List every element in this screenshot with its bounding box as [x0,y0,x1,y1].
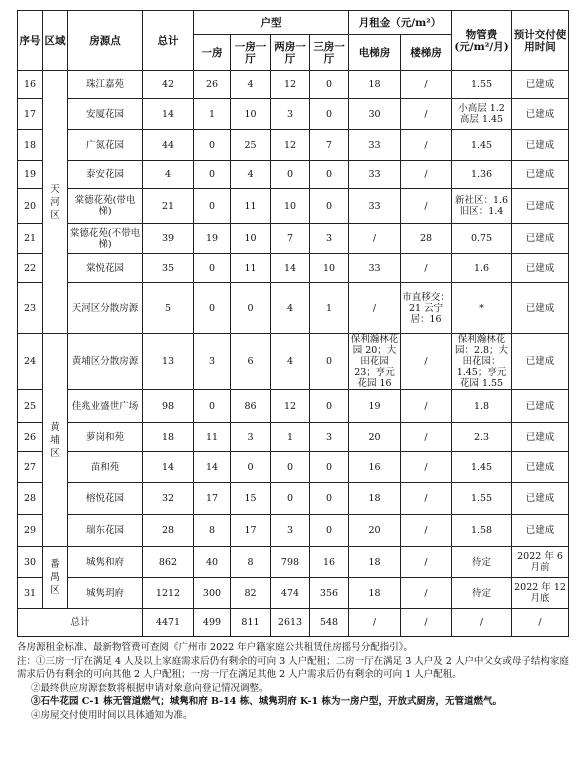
header-three-bed: 三房一厅 [310,35,349,71]
two-bed-count: 4 [271,283,310,334]
summary-stairs: / [401,609,452,637]
mgmt-fee: 小高层 1.2 高层 1.45 [452,99,512,130]
total-count: 39 [143,224,194,254]
one-bed-count: 8 [231,547,271,578]
two-bed-count: 3 [271,515,310,547]
total-count: 21 [143,189,194,224]
delivery-time: 已建成 [512,390,569,423]
mgmt-fee: 1.45 [452,452,512,483]
stairs-rent: / [401,452,452,483]
two-bed-count: 0 [271,483,310,515]
one-bed-count: 15 [231,483,271,515]
three-bed-count: 0 [310,483,349,515]
two-bed-count: 798 [271,547,310,578]
district-cell: 天河区 [43,71,68,334]
row-no: 31 [18,578,43,609]
total-count: 4 [143,161,194,189]
elevator-rent: 保利瀚林花园 20；大田花园 23；亨元花园 16 [349,334,401,390]
delivery-time: 已建成 [512,71,569,99]
summary-three-bed: 548 [310,609,349,637]
three-bed-count: 0 [310,515,349,547]
total-count: 1212 [143,578,194,609]
note-2: ②最终供应房源套数将根据申请对象意向登记情况调整。 [31,682,269,694]
one-bed-count: 17 [231,515,271,547]
one-bed-count: 0 [231,452,271,483]
stairs-rent: 28 [401,224,452,254]
property-name: 天河区分散房源 [68,283,143,334]
mgmt-fee: 0.75 [452,224,512,254]
total-count: 13 [143,334,194,390]
one-bed-count: 10 [231,99,271,130]
elevator-rent: 19 [349,390,401,423]
three-bed-count: 0 [310,189,349,224]
stairs-rent: / [401,515,452,547]
total-count: 44 [143,130,194,161]
one-room-count: 26 [194,71,231,99]
header-no: 序号 [18,11,43,71]
stairs-rent: / [401,423,452,452]
property-name: 棠悦花园 [68,254,143,283]
one-room-count: 0 [194,130,231,161]
mgmt-fee: 1.55 [452,71,512,99]
mgmt-fee: 2.3 [452,423,512,452]
summary-one-bed: 811 [231,609,271,637]
row-no: 24 [18,334,43,390]
two-bed-count: 7 [271,224,310,254]
stairs-rent: 市直移交：21 云宁居：16 [401,283,452,334]
total-count: 862 [143,547,194,578]
table-row [18,283,569,334]
row-no: 20 [18,189,43,224]
total-count: 42 [143,71,194,99]
table-row [18,483,569,515]
one-bed-count: 4 [231,161,271,189]
elevator-rent: 18 [349,547,401,578]
mgmt-fee: 1.45 [452,130,512,161]
one-room-count: 40 [194,547,231,578]
delivery-time: 已建成 [512,283,569,334]
three-bed-count: 0 [310,334,349,390]
header-unit-type: 户型 [194,11,349,35]
one-room-count: 14 [194,452,231,483]
total-count: 98 [143,390,194,423]
mgmt-fee: 新社区：1.6 旧区：1.4 [452,189,512,224]
row-no: 18 [18,130,43,161]
two-bed-count: 1 [271,423,310,452]
two-bed-count: 474 [271,578,310,609]
three-bed-count: 16 [310,547,349,578]
mgmt-fee: 待定 [452,578,512,609]
one-room-count: 1 [194,99,231,130]
one-bed-count: 4 [231,71,271,99]
header-delivery: 预计交付使用时间 [512,11,569,71]
delivery-time: 2022 年 12 月底 [512,578,569,609]
one-room-count: 0 [194,283,231,334]
row-no: 22 [18,254,43,283]
total-count: 28 [143,515,194,547]
two-bed-count: 12 [271,390,310,423]
note-3: ③石牛花园 C-1 栋无管道燃气；城隽和府 B-14 栋、城隽玥府 K-1 栋为一房户型，开放式厨房，无管道燃气。 [31,696,502,707]
stairs-rent: / [401,390,452,423]
delivery-time: 已建成 [512,130,569,161]
three-bed-count: 356 [310,578,349,609]
three-bed-count: 0 [310,161,349,189]
one-room-count: 0 [194,161,231,189]
elevator-rent: / [349,283,401,334]
table-row [18,224,569,254]
header-one-bed: 一房一厅 [231,35,271,71]
property-name: 萝岗和苑 [68,423,143,452]
one-room-count: 0 [194,390,231,423]
three-bed-count: 3 [310,423,349,452]
one-room-count: 3 [194,334,231,390]
table-row [18,130,569,161]
note-general: 各房源租金标准、最新物管费可查阅《广州市 2022 年户籍家庭公共租赁住房摇号分配指引》。 [17,642,413,653]
two-bed-count: 14 [271,254,310,283]
table-row [18,515,569,547]
delivery-time: 已建成 [512,483,569,515]
stairs-rent: / [401,71,452,99]
one-bed-count: 6 [231,334,271,390]
two-bed-count: 0 [271,452,310,483]
three-bed-count: 0 [310,452,349,483]
mgmt-fee: * [452,283,512,334]
district-cell: 番禺区 [43,547,68,609]
notes [17,641,577,722]
one-bed-count: 0 [231,283,271,334]
total-count: 14 [143,452,194,483]
two-bed-count: 12 [271,130,310,161]
header-elevator: 电梯房 [349,35,401,71]
summary-two-bed: 2613 [271,609,310,637]
two-bed-count: 0 [271,161,310,189]
three-bed-count: 7 [310,130,349,161]
three-bed-count: 10 [310,254,349,283]
header-property: 房源点 [68,11,143,71]
summary-total: 4471 [143,609,194,637]
header-mgmt-fee: 物管费(元/m²/月) [452,11,512,71]
delivery-time: 已建成 [512,254,569,283]
note-4: ④房屋交付使用时间以具体通知为准。 [31,709,193,721]
stairs-rent: / [401,189,452,224]
mgmt-fee: 1.55 [452,483,512,515]
three-bed-count: 0 [310,71,349,99]
total-count: 5 [143,283,194,334]
elevator-rent: 33 [349,161,401,189]
row-no: 26 [18,423,43,452]
elevator-rent: 18 [349,71,401,99]
total-count: 18 [143,423,194,452]
row-no: 21 [18,224,43,254]
table-row [18,578,569,609]
row-no: 30 [18,547,43,578]
two-bed-count: 10 [271,189,310,224]
elevator-rent: 16 [349,452,401,483]
elevator-rent: 33 [349,189,401,224]
mgmt-fee: 1.6 [452,254,512,283]
three-bed-count: 1 [310,283,349,334]
note-1: 注：①三房一厅在满足 4 人及以上家庭需求后仍有剩余的可向 3 人户配租；二房一厅在满足 3 人户及 2 人户中父女或母子结构家庭需求后仍有剩余的可向其他 2 人户配租；一房一厅在满足其他 2 人户需求后仍有剩余的可向 1 人户配租。 [17,655,569,680]
property-name: 棠德花苑(带电梯) [68,189,143,224]
table-row [18,161,569,189]
row-no: 29 [18,515,43,547]
table-row [18,254,569,283]
table-row [18,334,569,390]
stairs-rent: / [401,334,452,390]
one-room-count: 0 [194,189,231,224]
elevator-rent: 33 [349,130,401,161]
header-one-room: 一房 [194,35,231,71]
mgmt-fee: 1.58 [452,515,512,547]
table-body [18,71,569,609]
delivery-time: 已建成 [512,161,569,189]
summary-one-room: 499 [194,609,231,637]
delivery-time: 已建成 [512,515,569,547]
three-bed-count: 0 [310,99,349,130]
summary-time: / [512,609,569,637]
delivery-time: 已建成 [512,224,569,254]
two-bed-count: 3 [271,99,310,130]
total-count: 14 [143,99,194,130]
mgmt-fee: 保利瀚林花园：2.8；大田花园：1.45；亨元花园 1.55 [452,334,512,390]
elevator-rent: 18 [349,483,401,515]
one-room-count: 8 [194,515,231,547]
one-bed-count: 86 [231,390,271,423]
row-no: 17 [18,99,43,130]
property-name: 苗和苑 [68,452,143,483]
district-cell: 黄埔区 [43,334,68,547]
row-no: 19 [18,161,43,189]
header-district: 区域 [43,11,68,71]
header-stairs: 楼梯房 [401,35,452,71]
stairs-rent: / [401,483,452,515]
property-name: 城隽玥府 [68,578,143,609]
one-room-count: 300 [194,578,231,609]
three-bed-count: 0 [310,390,349,423]
stairs-rent: / [401,254,452,283]
table-row [18,99,569,130]
summary-elevator: / [349,609,401,637]
elevator-rent: 33 [349,254,401,283]
table-row [18,452,569,483]
property-name: 城隽和府 [68,547,143,578]
table-row [18,423,569,452]
row-no: 16 [18,71,43,99]
two-bed-count: 4 [271,334,310,390]
housing-table [17,10,569,637]
delivery-time: 已建成 [512,423,569,452]
property-name: 佳兆业盛世广场 [68,390,143,423]
total-count: 32 [143,483,194,515]
delivery-time: 已建成 [512,99,569,130]
property-name: 泰安花园 [68,161,143,189]
mgmt-fee: 待定 [452,547,512,578]
one-room-count: 0 [194,254,231,283]
property-name: 珠江嘉苑 [68,71,143,99]
table-row [18,71,569,99]
one-room-count: 19 [194,224,231,254]
stairs-rent: / [401,547,452,578]
delivery-time: 2022 年 6 月前 [512,547,569,578]
delivery-time: 已建成 [512,452,569,483]
stairs-rent: / [401,99,452,130]
housing-table-container [17,10,568,637]
property-name: 瑞东花园 [68,515,143,547]
three-bed-count: 3 [310,224,349,254]
row-no: 27 [18,452,43,483]
mgmt-fee: 1.8 [452,390,512,423]
one-bed-count: 25 [231,130,271,161]
one-room-count: 11 [194,423,231,452]
property-name: 棠德花苑(不带电梯) [68,224,143,254]
delivery-time: 已建成 [512,334,569,390]
delivery-time: 已建成 [512,189,569,224]
one-bed-count: 82 [231,578,271,609]
elevator-rent: 20 [349,423,401,452]
row-no: 25 [18,390,43,423]
one-bed-count: 10 [231,224,271,254]
one-bed-count: 11 [231,254,271,283]
one-room-count: 17 [194,483,231,515]
total-count: 35 [143,254,194,283]
stairs-rent: / [401,161,452,189]
summary-label: 总计 [18,609,143,637]
two-bed-count: 12 [271,71,310,99]
table-row [18,189,569,224]
summary-row [18,609,569,637]
property-name: 黄埔区分散房源 [68,334,143,390]
elevator-rent: 30 [349,99,401,130]
row-no: 28 [18,483,43,515]
elevator-rent: 20 [349,515,401,547]
table-row [18,547,569,578]
property-name: 榕悦花园 [68,483,143,515]
row-no: 23 [18,283,43,334]
mgmt-fee: 1.36 [452,161,512,189]
property-name: 安厦花园 [68,99,143,130]
one-bed-count: 3 [231,423,271,452]
summary-fee: / [452,609,512,637]
property-name: 广氮花园 [68,130,143,161]
elevator-rent: / [349,224,401,254]
one-bed-count: 11 [231,189,271,224]
stairs-rent: / [401,578,452,609]
table-row [18,390,569,423]
elevator-rent: 18 [349,578,401,609]
stairs-rent: / [401,130,452,161]
header-two-bed: 两房一厅 [271,35,310,71]
header-rent: 月租金（元/m²） [349,11,452,35]
header-total: 总计 [143,11,194,71]
